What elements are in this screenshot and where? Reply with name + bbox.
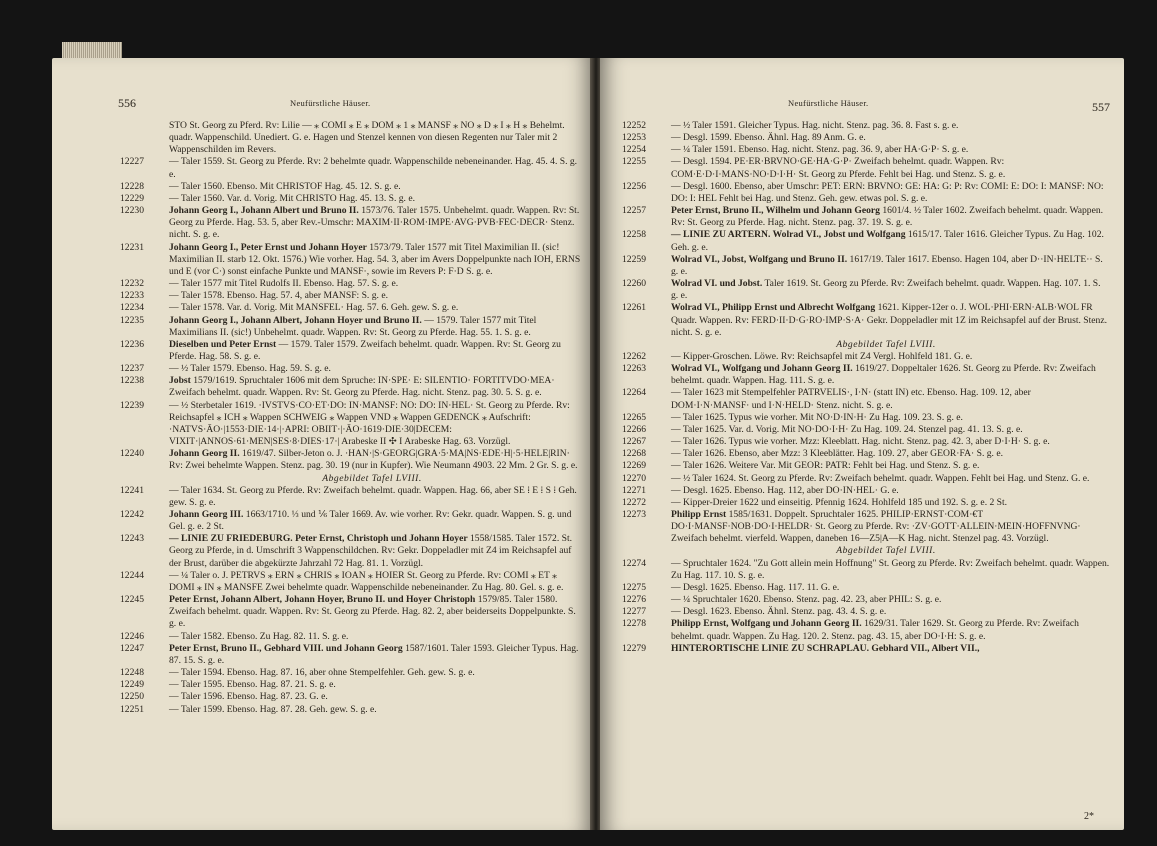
catalog-entry [120, 400, 584, 449]
entry-text: — Taler 1577 mit Titel Rudolfs II. Ebenso. Hag. 57. S. g. e. [169, 278, 399, 290]
entry-text: 1587/1601. Taler 1593. Gleicher Typus. Hag. 87. 15. S. g. e. [169, 642, 579, 666]
entry-text: — Taler 1560. Var. d. Vorig. Mit CHRISTO Hag. 45. 13. S. g. e. [169, 192, 416, 204]
lot-number: 12265 [622, 411, 646, 423]
entry-text: — Desgl. 1600. Ebenso, aber Umschr: PET: ERN: BRVNO: GE: HA: G: P: Rv: COMI: E: DO: I: MANSF: NO: DO: I: HEL Fehlt bei Hag. und Stenz. Geh. gew. etwas pol. S. g. e. [671, 180, 1104, 204]
lot-number: 12254 [622, 144, 646, 156]
entry-text: — Taler 1595. Ebenso. Hag. 87. 21. S. g. e. [169, 679, 336, 691]
catalog-entry [622, 473, 1110, 485]
catalog-entry [622, 181, 1110, 205]
entry-text: — 1579. Taler 1577 mit Titel Maximilians II. (sic!) Unbehelmt. quadr. Wappen. Rv: St. Georg zu Pferde. Hag. 55. 1. S. g. e. [169, 314, 537, 338]
entry-text: — Taler 1626. Ebenso, aber Mzz: 3 Kleeblätter. Hag. 109. 27, aber GEOR·FA· S. g. e. [671, 448, 1004, 460]
entry-text: — Taler 1559. St. Georg zu Pferde. Rv: 2 behelmte quadr. Wappenschilde nebeneinander. Hag. 45. 4. S. g. e. [169, 156, 578, 180]
lot-number: 12272 [622, 496, 646, 508]
entry-text: STO St. Georg zu Pferd. Rv: Lilie — ⁎ COMI ⁎ E ⁎ DOM ⁎ 1 ⁎ MANSF ⁎ NO ⁎ D ⁎ I ⁎ H ⁎ Behelmt. quadr. Wappenschild. Unediert. G. e. Hagen und Stenzel kennen von diesen Regenten nur Taler mit 2 Wappenschilden im Revers. [169, 120, 565, 156]
catalog-entry [622, 254, 1110, 278]
catalog-entry [622, 558, 1110, 582]
entry-heading: Wolrad VI., Jobst, Wolfgang und Bruno II. [671, 253, 848, 265]
entry-heading: Peter Ernst, Bruno II., Wilhelm und Johann Georg [671, 205, 880, 217]
entry-text: — Taler 1596. Ebenso. Hag. 87. 23. G. e. [169, 691, 328, 703]
lot-number: 12230 [120, 205, 144, 217]
lot-number: 12256 [622, 180, 646, 192]
entry-text: 1573/76. Taler 1575. Unbehelmt. quadr. Wappen. Rv: St. Georg zu Pferde. Hag. 53. 5, aber Rev.-Umschr: MAXIM·II·ROM·IMPE·AVG·PVB·FEC·DECR· Stenz. nicht. S. g. e. [169, 205, 580, 241]
lot-number: 12270 [622, 472, 646, 484]
catalog-entry [622, 509, 1110, 545]
lot-number: 12279 [622, 642, 646, 654]
catalog-entry [120, 242, 584, 278]
lot-number: 12239 [120, 399, 144, 411]
catalog-entry [622, 497, 1110, 509]
lot-number: 12252 [622, 120, 646, 131]
entry-text: — ½ Taler 1591. Gleicher Typus. Hag. nicht. Stenz. pag. 36. 8. Fast s. g. e. [671, 120, 959, 131]
lot-number: 12251 [120, 703, 144, 715]
lot-number: 12258 [622, 229, 646, 241]
entry-heading: Philipp Ernst [671, 509, 727, 520]
right-page-header: Neufürstliche Häuser. [788, 98, 869, 108]
entry-text: — Taler 1582. Ebenso. Zu Hag. 82. 11. S. g. e. [169, 630, 349, 642]
catalog-entry [622, 144, 1110, 156]
catalog-entry [120, 156, 584, 180]
catalog-entry [622, 618, 1110, 642]
left-entries [120, 120, 584, 716]
entry-heading: Philipp Ernst, Wolfgang und Johann Georg II. [671, 618, 862, 630]
entry-text: 1558/1585. Taler 1572. St. Georg zu Pferde, in d. Umschrift 3 Wappenschildchen. Rv: Gekr. Doppeladler mit Z4 im Reichsapfel auf der Brust, darüber die abgekürzte Jahrzahl 72 Hag. 81. 1. Vorzügl. [169, 533, 573, 569]
right-page-number: 557 [1092, 100, 1110, 114]
lot-number: 12264 [622, 387, 646, 399]
catalog-entry [622, 387, 1110, 411]
entry-text: — Kipper-Groschen. Löwe. Rv: Reichsapfel mit Z4 Vergl. Hohlfeld 181. G. e. [671, 350, 973, 362]
catalog-entry [622, 229, 1110, 253]
entry-text: — Desgl. 1623. Ebenso. Ähnl. Stenz. pag. 43. 4. S. g. e. [671, 606, 887, 618]
lot-number: 12236 [120, 338, 144, 350]
entry-text: — Taler 1578. Ebenso. Hag. 57. 4, aber MANSF: S. g. e. [169, 290, 388, 302]
entry-text: 1585/1631. Doppelt. Spruchtaler 1625. PHILIP·ERNST·COM·€T DO·I·MANSF·NOB·DO·I·HELDR· St. Georg zu Pferde. Rv: ·ZV·GOTT·ALLEIN·MEIN·HOFFNVNG· Zweifach behelmt. vierfeld. Wappen, daneben 16—Z5|A—K Hag. nicht. Stenzel pag. 43. Vorzügl. [671, 509, 1081, 545]
catalog-entry [120, 509, 584, 533]
catalog-entry [622, 424, 1110, 436]
lot-number: 12263 [622, 363, 646, 375]
entry-heading: Wolrad VI., Wolfgang und Johann Georg II. [671, 363, 853, 375]
catalog-entry [120, 315, 584, 339]
catalog-entry [622, 594, 1110, 606]
entry-heading: Johann Georg I., Johann Albert und Bruno II. [169, 205, 359, 217]
entry-text: — Taler 1560. Ebenso. Mit CHRISTOF Hag. 45. 12. S. g. e. [169, 180, 401, 192]
catalog-entry [622, 485, 1110, 497]
lot-number: 12266 [622, 423, 646, 435]
entry-text: — 1579. Taler 1579. Zweifach behelmt. quadr. Wappen. Rv: St. Georg zu Pferde. Hag. 58. S. g. e. [169, 338, 561, 362]
entry-heading: — LINIE ZU FRIEDEBURG. Peter Ernst, Christoph und Johann Hoyer [169, 533, 468, 545]
entry-text: — Spruchtaler 1624. "Zu Gott allein mein Hoffnung" St. Georg zu Pferde. Rv: Zweifach behelmt. quadr. Wappen. Zu Hag. 117. 10. S. g. e. [671, 557, 1110, 581]
lot-number: 12278 [622, 618, 646, 630]
catalog-entry [120, 643, 584, 667]
entry-heading: Dieselben und Peter Ernst [169, 338, 277, 350]
lot-number: 12237 [120, 363, 144, 375]
entry-heading: Johann Georg I., Peter Ernst und Johann Hoyer [169, 241, 367, 253]
entry-heading: Johann Georg II. [169, 448, 240, 460]
catalog-entry [622, 436, 1110, 448]
catalog-entry [622, 120, 1110, 132]
entry-heading: Wolrad VI. und Jobst. [671, 278, 763, 290]
lot-number: 12276 [622, 594, 646, 606]
lot-number: 12253 [622, 132, 646, 144]
catalog-entry [622, 278, 1110, 302]
catalog-entry [622, 460, 1110, 472]
lot-number: 12257 [622, 205, 646, 217]
entry-text: Taler 1619. St. Georg zu Pferde. Rv: Zweifach behelmt. quadr. Wappen. Hag. 107. 1. S. g. e. [671, 278, 1101, 302]
catalog-entry [120, 375, 584, 399]
catalog-entry [120, 533, 584, 569]
lot-number: 12277 [622, 606, 646, 618]
lot-number: 12229 [120, 192, 144, 204]
entry-heading: Wolrad VI., Philipp Ernst und Albrecht Wolfgang [671, 302, 876, 314]
lot-number: 12261 [622, 302, 646, 314]
entry-text: — ½ Taler 1624. St. Georg zu Pferde. Rv: Zweifach behelmt. quadr. Wappen. Fehlt bei Hag. und Stenz. G. e. [671, 472, 1090, 484]
lot-number: 12273 [622, 509, 646, 520]
catalog-entry [622, 351, 1110, 363]
lot-number: 12255 [622, 156, 646, 168]
entry-text: — Taler 1625. Var. d. Vorig. Mit NO·DO·I·H· Zu Hag. 109. 24. Stenzel pag. 41. 13. S. g. e. [671, 423, 1023, 435]
lot-number: 12274 [622, 557, 646, 569]
entry-text: — ¼ Spruchtaler 1620. Ebenso. Stenz. pag. 42. 23, aber PHIL: S. g. e. [671, 594, 942, 606]
lot-number: 12247 [120, 642, 144, 654]
catalog-entry [120, 278, 584, 290]
figure-caption: Abgebildet Tafel LVIII. [836, 545, 936, 557]
entry-heading: Johann Georg I., Johann Albert, Johann Hoyer und Bruno II. [169, 314, 422, 326]
entry-text: — Taler 1594. Ebenso. Hag. 87. 16, aber ohne Stempelfehler. Geh. gew. S. g. e. [169, 667, 475, 679]
left-page-header: Neufürstliche Häuser. [290, 98, 371, 108]
entry-text: — Desgl. 1594. PE·ER·BRVNO·GE·HA·G·P· Zweifach behelmt. quadr. Wappen. Rv: COM·E·D·I·MANS·NO·D·I·H· St. Georg zu Pferde. Fehlt bei Hag. und Stenz. S. g. e. [671, 156, 1006, 180]
lot-number: 12271 [622, 484, 646, 496]
entry-heading: HINTERORTISCHE LINIE ZU SCHRAPLAU. Gebhard VII., Albert VII., [671, 642, 980, 654]
catalog-entry [120, 570, 584, 594]
left-page-number: 556 [118, 96, 136, 110]
catalog-entry [120, 631, 584, 643]
catalog-entry [622, 302, 1110, 338]
entry-text: — Taler 1623 mit Stempelfehler PATRVELIS·, I·N· (statt IN) etc. Ebenso. Hag. 109. 12, aber DOM·I·N·MANSF· und I·N·HELD· Stenz. nicht. S. g. e. [671, 387, 1031, 411]
entry-text: — Taler 1626. Typus wie vorher. Mzz: Kleeblatt. Hag. nicht. Stenz. pag. 42. 3, aber D·I·H· S. g. e. [671, 436, 1050, 448]
catalog-entry [120, 691, 584, 703]
entry-text: — Taler 1578. Var. d. Vorig. Mit MANSFEL· Hag. 57. 6. Geh. gew. S. g. e. [169, 302, 459, 314]
entry-text: 1615/17. Taler 1616. Gleicher Typus. Zu Hag. 102. Geh. g. e. [671, 229, 1104, 253]
entry-text: 1621. Kipper-12er o. J. WOL·PHI·ERN·ALB·WOL FR Quadr. Wappen. Rv: FERD·II·D·G·RO·IMP·S·A· Gekr. Doppeladler mit 1Z im Reichsapfel auf der Brust. Stenz. nicht. S. g. e. [671, 302, 1108, 338]
entry-text: — ¼ Taler 1591. Ebenso. Hag. nicht. Stenz. pag. 36. 9, aber HA·G·P· S. g. e. [671, 144, 969, 156]
lot-number: 12259 [622, 253, 646, 265]
lot-number: 12269 [622, 460, 646, 472]
entry-text: — Taler 1626. Weitere Var. Mit GEOR: PATR: Fehlt bei Hag. und Stenz. S. g. e. [671, 460, 980, 472]
entry-text: 1617/19. Taler 1617. Ebenso. Hagen 104, aber D··IN·HELTE·· S. g. e. [671, 253, 1103, 277]
right-entries [622, 120, 1110, 655]
lot-number: 12267 [622, 436, 646, 448]
lot-number: 12275 [622, 581, 646, 593]
lot-number: 12233 [120, 290, 144, 302]
book-spread [52, 40, 1124, 835]
lot-number: 12240 [120, 448, 144, 460]
catalog-entry [120, 193, 584, 205]
lot-number: 12244 [120, 569, 144, 581]
entry-text: 1573/79. Taler 1577 mit Titel Maximilian II. (sic! Maximilian II. starb 12. Okt. 1576.) Wie vorher. Hag. 54. 3, aber im Avers Doppelpunkte nach IOH, ERNS und E (vor C·) sonst einfache Punkte und MANSF·, sowie im Revers P: F·D S. g. e. [169, 241, 581, 277]
lot-number: 12260 [622, 278, 646, 290]
catalog-entry [120, 205, 584, 241]
catalog-entry [120, 290, 584, 302]
lot-number: 12232 [120, 278, 144, 290]
lot-number: 12243 [120, 533, 144, 545]
entry-text: 1619/27. Doppeltaler 1626. St. Georg zu Pferde. Rv: Zweifach behelmt. quadr. Wappen. Hag. 111. S. g. e. [671, 363, 1096, 387]
lot-number: 12248 [120, 667, 144, 679]
lot-number: 12241 [120, 484, 144, 496]
lot-number: 12234 [120, 302, 144, 314]
lot-number: 12250 [120, 691, 144, 703]
lot-number: 12238 [120, 375, 144, 387]
catalog-entry [622, 412, 1110, 424]
entry-heading: — LINIE ZU ARTERN. Wolrad VI., Jobst und Wolfgang [671, 229, 906, 241]
entry-text: — Desgl. 1625. Ebenso. Hag. 117. 11. G. e. [671, 581, 840, 593]
catalog-entry [120, 448, 584, 472]
catalog-entry [120, 363, 584, 375]
catalog-entry [120, 120, 584, 156]
right-page [600, 58, 1124, 830]
lot-number: 12231 [120, 241, 144, 253]
entry-text: — Desgl. 1599. Ebenso. Ähnl. Hag. 89 Anm. G. e. [671, 132, 866, 144]
catalog-entry [622, 448, 1110, 460]
catalog-entry [622, 205, 1110, 229]
entry-heading: Jobst [169, 375, 191, 387]
lot-number: 12262 [622, 350, 646, 362]
entry-text: 1579/1619. Spruchtaler 1606 mit dem Spruche: IN·SPE· E: SILENTIO· FORTITVDO·MEA· Zweifach behelmt. quadr. Wappen. Rv: St. Georg zu Pferde. Hag. nicht. Stenz. pag. 30. 5. S. g. e. [169, 375, 555, 399]
lot-number: 12242 [120, 509, 144, 520]
lot-number: 12245 [120, 594, 144, 606]
entry-text: 1629/31. Taler 1629. St. Georg zu Pferde. Rv: Zweifach behelmt. quadr. Wappen. Zu Hag. 120. 2. Stenz. pag. 43. 15, aber DO·I·H: S. g. e. [671, 618, 1079, 642]
catalog-entry [120, 679, 584, 691]
lot-number: 12268 [622, 448, 646, 460]
entry-text: 1579/85. Taler 1580. Zweifach behelmt. quadr. Wappen. Rv: St. Georg zu Pferde. Hag. 82. 2, aber beiderseits Doppelpunkte. S. g. e. [169, 594, 576, 630]
signature-mark: 2* [1084, 811, 1094, 822]
lot-number: 12227 [120, 156, 144, 168]
entry-heading: Peter Ernst, Johann Albert, Johann Hoyer, Bruno II. und Hoyer Christoph [169, 594, 476, 606]
left-page [52, 58, 592, 830]
entry-text: — Taler 1625. Typus wie vorher. Mit NO·D·IN·H· Zu Hag. 109. 23. S. g. e. [671, 411, 963, 423]
catalog-entry [120, 302, 584, 314]
entry-text: — Taler 1634. St. Georg zu Pferde. Rv: Zweifach behelmt. quadr. Wappen. Hag. 66, aber SE ⁞ E ⁞ S ⁞ Geh. gew. S. g. e. [169, 484, 577, 508]
catalog-entry [622, 363, 1110, 387]
entry-text: — Kipper-Dreier 1622 und einseitig. Pfennig 1624. Hohlfeld 185 und 192. S. g. e. 2 St. [671, 496, 1008, 508]
catalog-entry [622, 606, 1110, 618]
catalog-entry [622, 156, 1110, 180]
catalog-entry [120, 667, 584, 679]
catalog-entry [622, 643, 1110, 655]
entry-text: — ¼ Taler o. J. PETRVS ⁎ ERN ⁎ CHRIS ⁎ IOAN ⁎ HOIER St. Georg zu Pferde. Rv: COMI ⁎ ET ⁎ DOMI ⁎ IN ⁎ MANSFE Zwei behelmte quadr. Wappenschilde nebeneinander. Zu Hag. 80. Gel. s. g. e. [169, 569, 564, 593]
entry-text: — ½ Sterbetaler 1619. ·IVSTVS·CO·ET·DO: IN·MANSF: NO: DO: IN·HEL· St. Georg zu Pferde. Rv: Reichsapfel ⁎ ICH ⁎ Wappen SCHWEIG ⁎ Wappen VND ⁎ Wappen GEDENCK ⁎ Aufschrift: ·NATVS·ĀO·|1553·DIE·14·|·APRI: OBIIT·|·ĀO·1619·DIE·30|DECEM: VIXIT·|ANNOS·61·MEN|SES·8·DIES·17·| Arabeske II ✣ I Arabeske Hag. 63. Vorzügl. [169, 399, 570, 448]
lot-number: 12246 [120, 630, 144, 642]
entry-text: 1663/1710. ⅓ und ⅙ Taler 1669. Av. wie vorher. Rv: Gekr. quadr. Wappen. S. g. und Gel. g. e. 2 St. [169, 509, 572, 533]
figure-caption: Abgebildet Tafel LVIII. [322, 472, 422, 484]
entry-text: — Taler 1599. Ebenso. Hag. 87. 28. Geh. gew. S. g. e. [169, 703, 377, 715]
entry-heading: Peter Ernst, Bruno II., Gebhard VIII. und Johann Georg [169, 642, 403, 654]
lot-number: 12235 [120, 314, 144, 326]
catalog-entry [120, 485, 584, 509]
catalog-entry [622, 582, 1110, 594]
figure-caption: Abgebildet Tafel LVIII. [836, 338, 936, 350]
entry-text: 1601/4. ½ Taler 1602. Zweifach behelmt. quadr. Wappen. Rv: St. Georg zu Pferde. Hag. nicht. Stenz. pag. 37. 19. S. g. e. [671, 205, 1104, 229]
entry-text: — ½ Taler 1579. Ebenso. Hag. 59. S. g. e. [169, 363, 331, 375]
catalog-entry [120, 704, 584, 716]
entry-text: — Desgl. 1625. Ebenso. Hag. 112, aber DO·IN·HEL· G. e. [671, 484, 899, 496]
catalog-entry [622, 132, 1110, 144]
catalog-entry [120, 594, 584, 630]
lot-number: 12228 [120, 180, 144, 192]
lot-number: 12249 [120, 679, 144, 691]
entry-text: 1619/47. Silber-Jeton o. J. ·HAN·|S·GEORG|GRA·5·MA|NS·EDE·H|·5·HELE|RIN· Rv: Zwei behelmte Wappen. Stenz. pag. 30. 19 (nur in Kupfer). Wie Neumann 4903. 22 Mm. 2 Gr. S. g. e. [169, 448, 578, 472]
catalog-entry [120, 339, 584, 363]
catalog-entry [120, 181, 584, 193]
entry-heading: Johann Georg III. [169, 509, 244, 520]
